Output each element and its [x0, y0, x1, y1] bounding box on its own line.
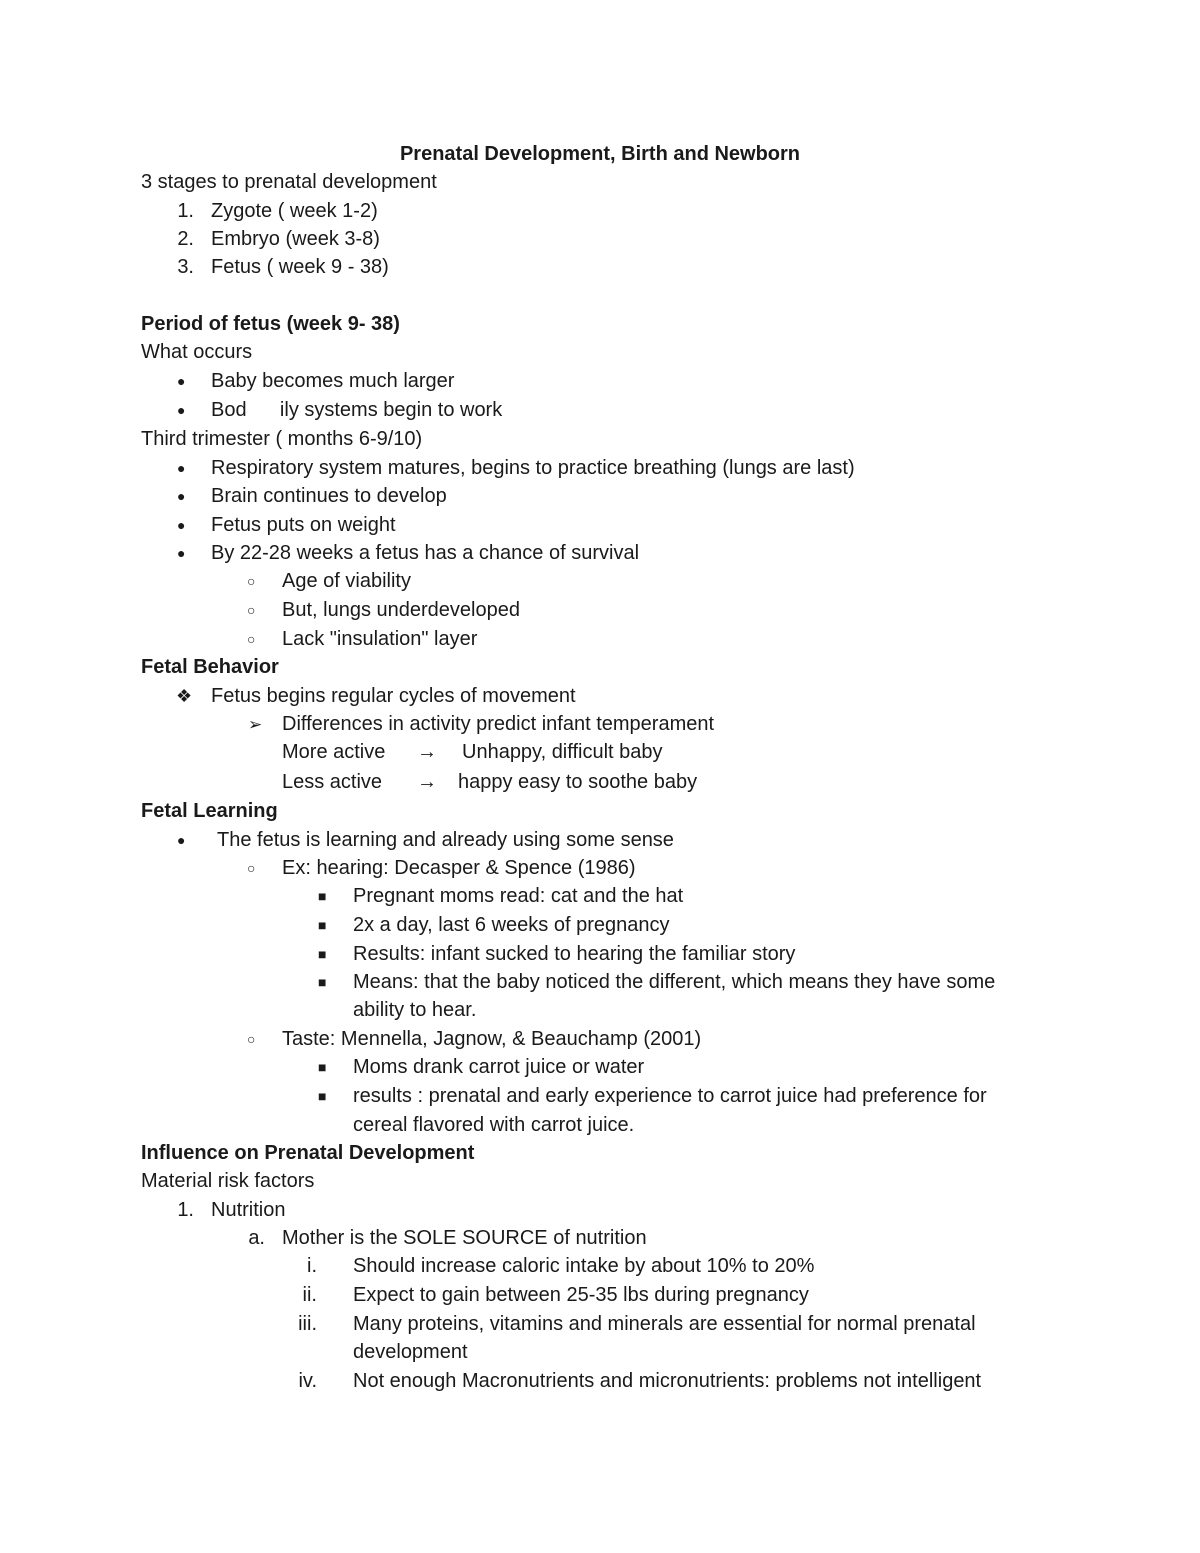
bullet-icon: ●	[177, 402, 186, 418]
list-item-text: 2x a day, last 6 weeks of pregnancy	[353, 914, 670, 936]
list-item-text: But, lungs underdeveloped	[282, 599, 520, 621]
intro-text: 3 stages to prenatal development	[141, 171, 437, 193]
list-letter: a.	[248, 1227, 265, 1249]
list-item-text: The fetus is learning and already using some sense	[217, 829, 674, 851]
list-item-text: results : prenatal and early experience to carrot juice had preference for	[353, 1085, 987, 1107]
list-item-text: Nutrition	[211, 1199, 286, 1221]
list-item-text: Differences in activity predict infant temperament	[282, 713, 715, 735]
circle-bullet-icon: ○	[247, 602, 256, 618]
bullet-icon: ●	[177, 488, 186, 504]
list-item-text: By 22-28 weeks a fetus has a chance of survival	[211, 542, 640, 564]
list-item-text: Ex: hearing: Decasper & Spence (1986)	[282, 857, 636, 879]
list-item-text: Pregnant moms read: cat and the hat	[353, 885, 684, 907]
list-item-text: Mother is the SOLE SOURCE of nutrition	[282, 1227, 647, 1249]
list-item-text: Fetus begins regular cycles of movement	[211, 685, 576, 707]
list-item-text: Means: that the baby noticed the different, which means they have some	[353, 971, 996, 993]
comparison-left: More active	[282, 741, 386, 763]
bullet-icon: ●	[177, 832, 186, 848]
section-heading: Fetal Behavior	[141, 656, 279, 678]
circle-bullet-icon: ○	[247, 1031, 256, 1047]
square-bullet-icon: ■	[318, 917, 327, 933]
comparison-right: happy easy to soothe baby	[458, 771, 698, 793]
list-item-text: Embryo (week 3-8)	[211, 228, 380, 250]
section-heading: Fetal Learning	[141, 800, 278, 822]
square-bullet-icon: ■	[318, 1059, 327, 1075]
list-item-text: Baby becomes much larger	[211, 370, 455, 392]
section-heading: Influence on Prenatal Development	[141, 1142, 475, 1164]
right-arrow-icon: →	[417, 741, 437, 763]
circle-bullet-icon: ○	[247, 631, 256, 647]
list-item-text: Taste: Mennella, Jagnow, & Beauchamp (2001)	[282, 1028, 702, 1050]
list-item-text: Should increase caloric intake by about 10% to 20%	[353, 1255, 815, 1277]
diamond-bullet-icon: ❖	[176, 686, 193, 706]
subheading-text: Material risk factors	[141, 1170, 315, 1192]
square-bullet-icon: ■	[318, 946, 327, 962]
subheading-text: Third trimester ( months 6-9/10)	[141, 428, 423, 450]
bullet-icon: ●	[177, 517, 186, 533]
bullet-icon: ●	[177, 545, 186, 561]
list-item-text: Fetus puts on weight	[211, 514, 396, 536]
arrowhead-bullet-icon: ➢	[248, 715, 263, 734]
bullet-icon: ●	[177, 373, 186, 389]
list-item-continuation: development	[353, 1341, 468, 1363]
list-item-text: Not enough Macronutrients and micronutrients: problems not intelligent	[353, 1370, 982, 1392]
list-item-text: Results: infant sucked to hearing the familiar story	[353, 943, 796, 965]
list-item-text: Bod ily systems begin to work	[211, 399, 503, 421]
square-bullet-icon: ■	[318, 888, 327, 904]
list-item-text: Fetus ( week 9 - 38)	[211, 256, 389, 278]
document-title: Prenatal Development, Birth and Newborn	[399, 143, 801, 165]
bullet-icon: ●	[177, 460, 186, 476]
list-roman: iv.	[298, 1370, 317, 1392]
list-item-text: Age of viability	[282, 570, 411, 592]
list-item-text: Many proteins, vitamins and minerals are essential for normal prenatal	[353, 1313, 976, 1335]
list-roman: ii.	[302, 1284, 317, 1306]
list-item-text: Zygote ( week 1-2)	[211, 200, 378, 222]
subheading-text: What occurs	[141, 341, 253, 363]
list-item-continuation: cereal flavored with carrot juice.	[353, 1114, 635, 1136]
square-bullet-icon: ■	[318, 974, 327, 990]
list-item-text: Respiratory system matures, begins to practice breathing (lungs are last)	[211, 457, 855, 479]
list-item-text: Brain continues to develop	[211, 485, 447, 507]
list-item-text: Expect to gain between 25-35 lbs during pregnancy	[353, 1284, 809, 1306]
square-bullet-icon: ■	[318, 1088, 327, 1104]
comparison-right: Unhappy, difficult baby	[462, 741, 663, 763]
section-heading: Period of fetus (week 9- 38)	[141, 313, 400, 335]
list-roman: i.	[307, 1255, 317, 1277]
list-roman: iii.	[298, 1313, 317, 1335]
list-number: 1.	[177, 200, 194, 222]
list-number: 3.	[177, 256, 194, 278]
list-number: 1.	[177, 1199, 194, 1221]
list-item-continuation: ability to hear.	[353, 999, 477, 1021]
list-item-text: Moms drank carrot juice or water	[353, 1056, 645, 1078]
list-number: 2.	[177, 228, 194, 250]
right-arrow-icon: →	[417, 771, 437, 793]
comparison-left: Less active	[282, 771, 383, 793]
circle-bullet-icon: ○	[247, 573, 256, 589]
list-item-text: Lack "insulation" layer	[282, 628, 478, 650]
circle-bullet-icon: ○	[247, 860, 256, 876]
